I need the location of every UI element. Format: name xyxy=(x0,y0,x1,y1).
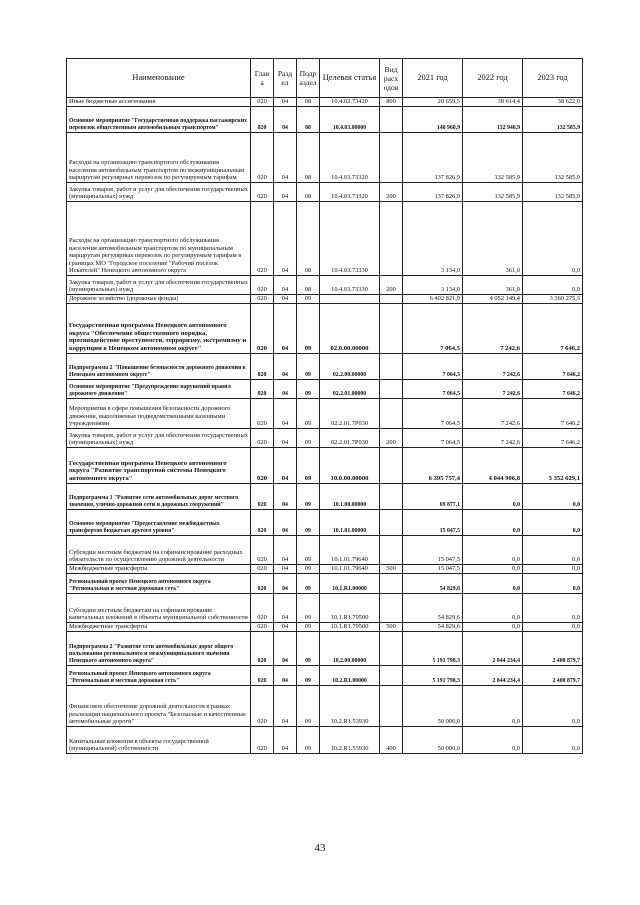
row-glava: 020 xyxy=(251,107,274,133)
row-value-2022: 0,0 xyxy=(463,565,523,574)
row-glava: 020 xyxy=(251,448,274,484)
row-razdel: 04 xyxy=(274,536,297,565)
row-value-2022: 4 044 906,8 xyxy=(463,448,523,484)
row-razdel: 04 xyxy=(274,133,297,183)
table-row xyxy=(67,536,583,565)
row-expense-type xyxy=(380,354,403,380)
row-value-2023: 132 585,9 xyxy=(523,183,583,202)
table-header xyxy=(67,59,583,98)
row-name: Закупка товаров, работ и услуг для обеспечения государственных (муниципальных) нужд xyxy=(67,183,251,202)
row-value-2022: 0,0 xyxy=(463,623,523,632)
row-razdel: 04 xyxy=(274,429,297,448)
header-cell: Глав а xyxy=(251,59,274,98)
row-value-2023: 2 408 879,7 xyxy=(523,666,583,686)
row-value-2022: 7 242,6 xyxy=(463,354,523,380)
row-value-2021: 5 191 798,3 xyxy=(403,666,463,686)
row-name: Государственная программа Ненецкого автономного округа "Развитие транспортной системы Ненецкого автономного округа" xyxy=(67,448,251,484)
row-podrazdel: 09 xyxy=(297,380,320,399)
row-value-2021: 20 659,5 xyxy=(403,98,463,107)
row-name: Региональный проект Ненецкого автономного округа "Региональная и местная дорожная сеть" xyxy=(67,666,251,686)
header-cell: Разд ел xyxy=(274,59,297,98)
budget-table xyxy=(66,58,583,754)
row-podrazdel: 09 xyxy=(297,484,320,510)
row-glava: 020 xyxy=(251,133,274,183)
row-glava: 020 xyxy=(251,295,274,304)
row-name: Финансовое обеспечение дорожной деятельности в рамках реализации национального проекта "Безопасные и качественные автомобильные дороги" xyxy=(67,686,251,727)
row-value-2022: 0,0 xyxy=(463,594,523,623)
row-name: Расходы на организацию транспортного обслуживания населения автомобильным транспортом по муниципальным маршрутам регулярных перевозок по регулируемым тарифам в границах МО "Городское поселение "Рабочий поселок Искателей" Ненецкого автономного округа xyxy=(67,202,251,276)
row-podrazdel: 09 xyxy=(297,594,320,623)
row-name: Подпрограмма 2 "Повышение безопасности дорожного движения в Ненецком автономном округе" xyxy=(67,354,251,380)
table-row xyxy=(67,276,583,295)
table-row xyxy=(67,380,583,399)
row-podrazdel: 09 xyxy=(297,666,320,686)
row-razdel: 04 xyxy=(274,202,297,276)
row-value-2021: 3 134,0 xyxy=(403,202,463,276)
row-target-article: 10.2.R1.53930 xyxy=(320,686,380,727)
row-expense-type xyxy=(380,202,403,276)
row-expense-type xyxy=(380,304,403,354)
table-row xyxy=(67,686,583,727)
header-cell: Наименование xyxy=(67,59,251,98)
header-cell: Подр аздел xyxy=(297,59,320,98)
row-value-2022: 7 242,6 xyxy=(463,304,523,354)
row-podrazdel: 08 xyxy=(297,183,320,202)
row-glava: 020 xyxy=(251,429,274,448)
row-value-2022: 0,0 xyxy=(463,727,523,754)
row-glava: 020 xyxy=(251,380,274,399)
row-glava: 020 xyxy=(251,484,274,510)
row-target-article: 10.1.00.00000 xyxy=(320,484,380,510)
table-row xyxy=(67,565,583,574)
row-podrazdel: 09 xyxy=(297,304,320,354)
table-row xyxy=(67,183,583,202)
row-expense-type xyxy=(380,666,403,686)
row-glava: 020 xyxy=(251,98,274,107)
row-value-2022: 7 242,6 xyxy=(463,399,523,429)
row-name: Расходы на организацию транспортного обслуживания населения автомобильным транспортом по межмуниципальным маршрутам регулярных перевозок по регулируемым тарифам xyxy=(67,133,251,183)
row-value-2022: 2 844 234,4 xyxy=(463,666,523,686)
table-row xyxy=(67,107,583,133)
row-name: Подпрограмма 2 "Развитие сети автомобильных дорог общего пользования регионального и межмуниципального значения Ненецкого автономного округа" xyxy=(67,632,251,666)
row-podrazdel: 09 xyxy=(297,399,320,429)
table-row xyxy=(67,399,583,429)
row-value-2023: 0,0 xyxy=(523,536,583,565)
row-razdel: 04 xyxy=(274,594,297,623)
row-expense-type xyxy=(380,536,403,565)
row-target-article: 10.2.R1.53930 xyxy=(320,727,380,754)
row-razdel: 04 xyxy=(274,484,297,510)
row-value-2021: 54 829,6 xyxy=(403,623,463,632)
row-razdel: 04 xyxy=(274,98,297,107)
row-target-article: 10.4.03.73330 xyxy=(320,276,380,295)
row-value-2021: 7 064,5 xyxy=(403,304,463,354)
row-podrazdel: 08 xyxy=(297,276,320,295)
row-value-2022: 0,0 xyxy=(463,536,523,565)
row-podrazdel: 08 xyxy=(297,98,320,107)
row-target-article: 02.2.01.7Р030 xyxy=(320,399,380,429)
row-razdel: 04 xyxy=(274,295,297,304)
table-row xyxy=(67,295,583,304)
row-name: Основное мероприятие "Государственная поддержка пассажирских перевозок общественным автомобильным транспортом" xyxy=(67,107,251,133)
row-value-2023: 0,0 xyxy=(523,686,583,727)
table-row xyxy=(67,727,583,754)
row-value-2023: 0,0 xyxy=(523,727,583,754)
table-row xyxy=(67,98,583,107)
row-target-article: 10.4.03.73330 xyxy=(320,202,380,276)
header-cell: Целевая статья xyxy=(320,59,380,98)
row-glava: 020 xyxy=(251,354,274,380)
row-value-2023: 0,0 xyxy=(523,623,583,632)
row-podrazdel: 09 xyxy=(297,623,320,632)
row-expense-type xyxy=(380,399,403,429)
table-row xyxy=(67,354,583,380)
table-row xyxy=(67,448,583,484)
row-razdel: 04 xyxy=(274,448,297,484)
row-value-2021: 50 000,0 xyxy=(403,686,463,727)
row-target-article: 10.1.01.79640 xyxy=(320,565,380,574)
row-glava: 020 xyxy=(251,574,274,594)
row-razdel: 04 xyxy=(274,565,297,574)
row-glava: 020 xyxy=(251,623,274,632)
row-name: Субсидии местным бюджетам на софинансирование расходных обязательств по осуществлению дорожной деятельности xyxy=(67,536,251,565)
row-glava: 020 xyxy=(251,202,274,276)
row-glava: 020 xyxy=(251,304,274,354)
row-value-2023: 0,0 xyxy=(523,510,583,536)
row-glava: 020 xyxy=(251,399,274,429)
row-expense-type xyxy=(380,380,403,399)
row-value-2021: 6 402 821,9 xyxy=(403,295,463,304)
row-value-2023: 7 646,2 xyxy=(523,429,583,448)
row-target-article: 02.2.01.00000 xyxy=(320,380,380,399)
row-target-article: 10.1.R1.00000 xyxy=(320,574,380,594)
row-target-article: 10.2.00.00000 xyxy=(320,632,380,666)
row-expense-type xyxy=(380,574,403,594)
row-name: Межбюджетные трансферты xyxy=(67,565,251,574)
row-value-2022: 0,0 xyxy=(463,574,523,594)
row-target-article: 10.1.01.00000 xyxy=(320,510,380,536)
row-podrazdel: 09 xyxy=(297,632,320,666)
row-expense-type xyxy=(380,510,403,536)
table-row xyxy=(67,304,583,354)
row-value-2022: 132 946,9 xyxy=(463,107,523,133)
row-razdel: 04 xyxy=(274,107,297,133)
row-name: Региональный проект Ненецкого автономного округа "Региональная и местная дорожная сеть" xyxy=(67,574,251,594)
row-glava: 020 xyxy=(251,183,274,202)
row-podrazdel: 09 xyxy=(297,574,320,594)
row-value-2022: 4 052 149,4 xyxy=(463,295,523,304)
row-expense-type xyxy=(380,107,403,133)
row-value-2021: 50 000,0 xyxy=(403,727,463,754)
row-value-2022: 132 585,9 xyxy=(463,183,523,202)
row-glava: 020 xyxy=(251,727,274,754)
row-value-2021: 54 829,6 xyxy=(403,594,463,623)
row-expense-type xyxy=(380,686,403,727)
row-podrazdel: 09 xyxy=(297,510,320,536)
page-number: 43 xyxy=(314,842,326,854)
row-value-2022: 0,0 xyxy=(463,510,523,536)
row-value-2022: 361,0 xyxy=(463,202,523,276)
row-name: Иные бюджетные ассигнования xyxy=(67,98,251,107)
row-value-2023: 7 646,2 xyxy=(523,380,583,399)
table-row xyxy=(67,510,583,536)
row-glava: 020 xyxy=(251,565,274,574)
row-razdel: 04 xyxy=(274,304,297,354)
row-razdel: 04 xyxy=(274,510,297,536)
row-value-2021: 5 191 798,3 xyxy=(403,632,463,666)
row-name: Основное мероприятие "Предупреждение нарушений правил дорожного движения" xyxy=(67,380,251,399)
row-podrazdel: 08 xyxy=(297,133,320,183)
row-target-article: 10.2.R1.00000 xyxy=(320,666,380,686)
row-glava: 020 xyxy=(251,536,274,565)
row-target-article: 02.0.00.00000 xyxy=(320,304,380,354)
row-podrazdel: 09 xyxy=(297,295,320,304)
row-razdel: 04 xyxy=(274,183,297,202)
row-target-article: 10.1.01.79640 xyxy=(320,536,380,565)
row-target-article: 10.1.R1.79500 xyxy=(320,594,380,623)
row-value-2023: 7 646,2 xyxy=(523,399,583,429)
table-body xyxy=(67,98,583,754)
row-expense-type: 800 xyxy=(380,98,403,107)
row-value-2023: 0,0 xyxy=(523,484,583,510)
row-expense-type xyxy=(380,594,403,623)
row-target-article: 02.2.00.00000 xyxy=(320,354,380,380)
row-podrazdel: 09 xyxy=(297,429,320,448)
row-target-article: 10.4.02.73420 xyxy=(320,98,380,107)
row-value-2023: 38 622,0 xyxy=(523,98,583,107)
row-value-2022: 7 242,6 xyxy=(463,380,523,399)
row-expense-type: 200 xyxy=(380,183,403,202)
row-name: Межбюджетные трансферты xyxy=(67,623,251,632)
row-value-2023: 3 352 629,1 xyxy=(523,448,583,484)
row-value-2022: 38 614,4 xyxy=(463,98,523,107)
row-expense-type xyxy=(380,133,403,183)
row-value-2021: 69 877,1 xyxy=(403,484,463,510)
row-name: Основное мероприятие "Предоставление межбюджетных трансфертов бюджетам другого уровня" xyxy=(67,510,251,536)
table-row xyxy=(67,623,583,632)
row-razdel: 04 xyxy=(274,399,297,429)
row-razdel: 04 xyxy=(274,632,297,666)
row-target-article: 10.4.03.73320 xyxy=(320,183,380,202)
row-name: Субсидии местным бюджетам на софинансирование капитальных вложений в объекты муниципальной собственности xyxy=(67,594,251,623)
table-row xyxy=(67,632,583,666)
row-glava: 020 xyxy=(251,632,274,666)
row-expense-type: 500 xyxy=(380,565,403,574)
row-value-2021: 54 829,6 xyxy=(403,574,463,594)
row-podrazdel: 08 xyxy=(297,202,320,276)
row-value-2023: 0,0 xyxy=(523,276,583,295)
table-row xyxy=(67,666,583,686)
header-cell: 2021 год xyxy=(403,59,463,98)
row-target-article: 02.2.01.7Р030 xyxy=(320,429,380,448)
row-podrazdel: 09 xyxy=(297,536,320,565)
row-glava: 020 xyxy=(251,594,274,623)
row-razdel: 04 xyxy=(274,686,297,727)
row-value-2023: 132 585,9 xyxy=(523,107,583,133)
row-expense-type: 200 xyxy=(380,429,403,448)
row-value-2021: 7 064,5 xyxy=(403,429,463,448)
row-value-2022: 132 585,9 xyxy=(463,133,523,183)
row-expense-type xyxy=(380,632,403,666)
row-value-2023: 2 408 879,7 xyxy=(523,632,583,666)
row-expense-type xyxy=(380,295,403,304)
row-target-article: 10.4.03.73320 xyxy=(320,133,380,183)
header-cell: 2023 год xyxy=(523,59,583,98)
header-cell: 2022 год xyxy=(463,59,523,98)
table-row xyxy=(67,484,583,510)
row-value-2021: 137 826,9 xyxy=(403,133,463,183)
row-value-2021: 6 395 757,4 xyxy=(403,448,463,484)
row-razdel: 04 xyxy=(274,380,297,399)
row-glava: 020 xyxy=(251,276,274,295)
row-expense-type xyxy=(380,484,403,510)
row-name: Закупка товаров, работ и услуг для обеспечения государственных (муниципальных) нужд xyxy=(67,429,251,448)
row-name: Капитальные вложения в объекты государственной (муниципальной) собственности xyxy=(67,727,251,754)
table-row xyxy=(67,133,583,183)
row-razdel: 04 xyxy=(274,276,297,295)
row-value-2021: 15 047,5 xyxy=(403,565,463,574)
row-value-2023: 3 360 275,3 xyxy=(523,295,583,304)
row-value-2023: 132 585,9 xyxy=(523,133,583,183)
row-value-2021: 7 064,5 xyxy=(403,354,463,380)
row-value-2021: 140 960,9 xyxy=(403,107,463,133)
row-razdel: 04 xyxy=(274,574,297,594)
row-value-2022: 0,0 xyxy=(463,686,523,727)
row-name: Мероприятия в сфере повышения безопасности дорожного движения, выполняемые подведомственными казенными учреждениями xyxy=(67,399,251,429)
row-value-2023: 0,0 xyxy=(523,574,583,594)
row-razdel: 04 xyxy=(274,727,297,754)
row-glava: 020 xyxy=(251,666,274,686)
row-value-2021: 15 047,5 xyxy=(403,536,463,565)
table-row xyxy=(67,594,583,623)
row-expense-type: 500 xyxy=(380,623,403,632)
row-glava: 020 xyxy=(251,510,274,536)
row-value-2022: 7 242,6 xyxy=(463,429,523,448)
row-name: Дорожное хозяйство (дорожные фонды) xyxy=(67,295,251,304)
table-row xyxy=(67,202,583,276)
row-expense-type: 400 xyxy=(380,727,403,754)
row-value-2021: 137 826,9 xyxy=(403,183,463,202)
row-name: Подпрограмма 1 "Развитие сети автомобильных дорог местного значения, улично-дорожной сети и дорожных сооружений" xyxy=(67,484,251,510)
row-value-2023: 7 646,2 xyxy=(523,354,583,380)
row-value-2023: 7 646,2 xyxy=(523,304,583,354)
row-podrazdel: 09 xyxy=(297,686,320,727)
row-target-article xyxy=(320,295,380,304)
row-expense-type: 200 xyxy=(380,276,403,295)
row-value-2023: 0,0 xyxy=(523,594,583,623)
row-target-article: 10.1.R1.79500 xyxy=(320,623,380,632)
table-row xyxy=(67,429,583,448)
row-razdel: 04 xyxy=(274,623,297,632)
row-podrazdel: 09 xyxy=(297,354,320,380)
table-row xyxy=(67,574,583,594)
row-value-2021: 15 047,5 xyxy=(403,510,463,536)
row-value-2022: 0,0 xyxy=(463,484,523,510)
row-razdel: 04 xyxy=(274,354,297,380)
row-value-2021: 7 064,5 xyxy=(403,380,463,399)
row-value-2022: 361,0 xyxy=(463,276,523,295)
row-value-2021: 7 064,5 xyxy=(403,399,463,429)
row-target-article: 10.0.00.00000 xyxy=(320,448,380,484)
row-glava: 020 xyxy=(251,686,274,727)
row-razdel: 04 xyxy=(274,666,297,686)
row-value-2023: 0,0 xyxy=(523,565,583,574)
row-podrazdel: 09 xyxy=(297,727,320,754)
row-name: Государственная программа Ненецкого автономного округа "Обеспечение общественного порядка, противодействие преступности, терроризму, экстремизму и коррупции в Ненецком автономном округе" xyxy=(67,304,251,354)
row-target-article: 10.4.03.00000 xyxy=(320,107,380,133)
row-podrazdel: 08 xyxy=(297,107,320,133)
row-value-2022: 2 844 234,4 xyxy=(463,632,523,666)
row-name: Закупка товаров, работ и услуг для обеспечения государственных (муниципальных) нужд xyxy=(67,276,251,295)
row-value-2021: 3 134,0 xyxy=(403,276,463,295)
row-podrazdel: 09 xyxy=(297,448,320,484)
row-expense-type xyxy=(380,448,403,484)
row-value-2023: 0,0 xyxy=(523,202,583,276)
header-cell: Вид расх одов xyxy=(380,59,403,98)
row-podrazdel: 09 xyxy=(297,565,320,574)
